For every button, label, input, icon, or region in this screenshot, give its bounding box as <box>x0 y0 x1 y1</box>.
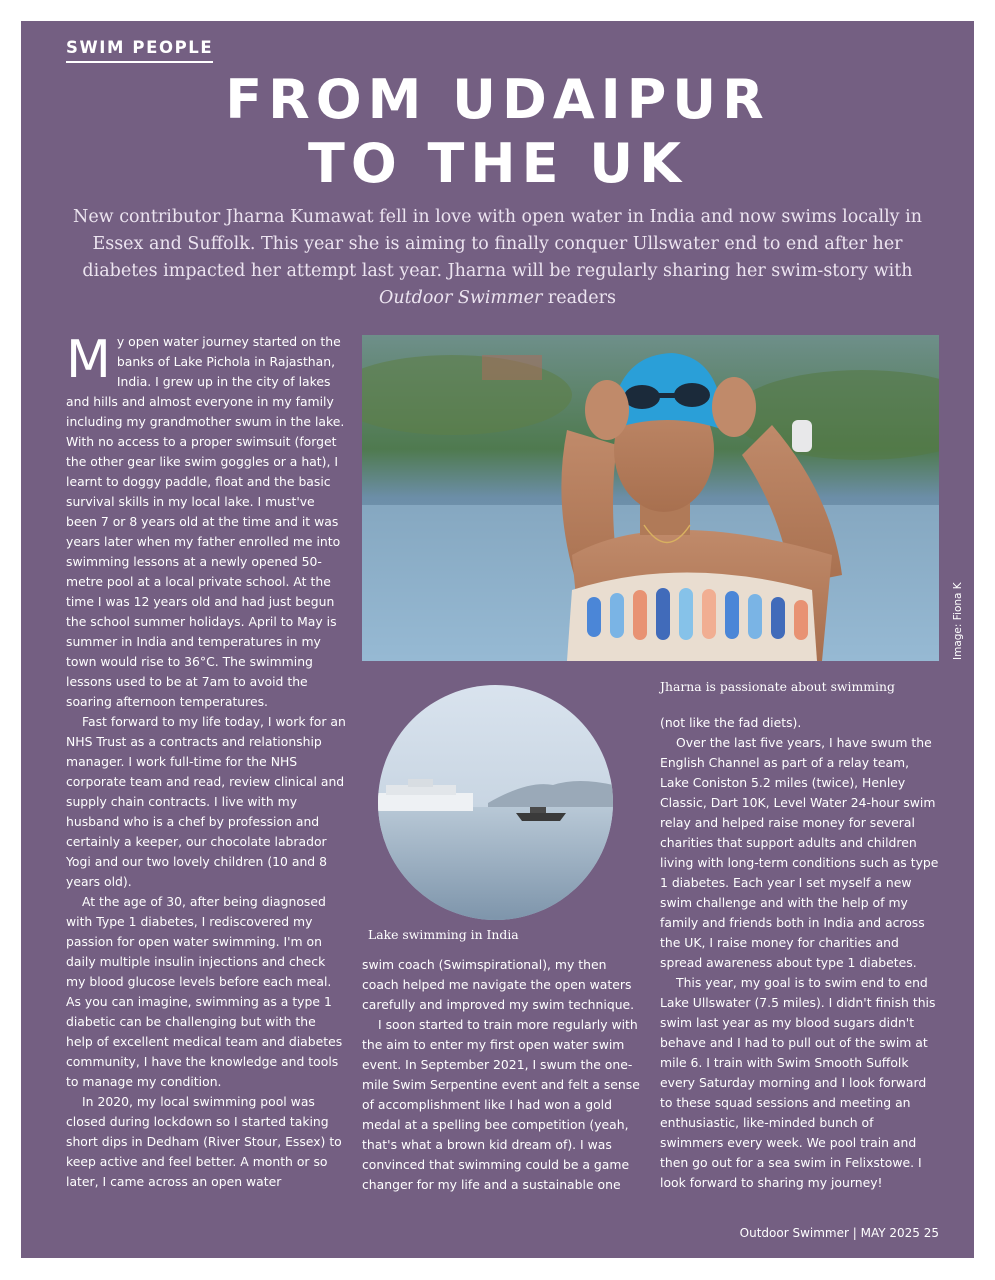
body-column-3 <box>660 713 940 1193</box>
photo-credit: Image: Fiona K <box>952 582 964 660</box>
paragraph: swim coach (Swimspirational), my then coach helped me navigate the open waters carefully and improved my swim technique. <box>362 957 635 1012</box>
lake-photo <box>378 685 613 920</box>
paragraph: In 2020, my local swimming pool was closed during lockdown so I started taking short dips in Dedham (River Stour, Essex) to keep active and feel better. A month or so later, I came across an open water <box>66 1094 342 1189</box>
title-line-1: FROM UDAIPUR <box>225 68 770 131</box>
circle-caption: Lake swimming in India <box>368 927 519 942</box>
photo-caption: Jharna is passionate about swimming <box>660 679 895 694</box>
standfirst-end: readers <box>542 288 616 308</box>
drop-cap: M <box>66 330 111 390</box>
article-title <box>0 68 995 196</box>
paragraph: Over the last five years, I have swum the English Channel as part of a relay team, Lake Coniston 5.2 miles (twice), Henley Classic, Dart 10K, Level Water 24-hour swim relay and helped raise money for several charities that support adults and children living with long-term conditions such as type 1 diabetes. Each year I set myself a new swim challenge and with the help of my family and friends both in India and across the UK, I raise money for charities and spread awareness about type 1 diabetes. <box>660 735 939 970</box>
paragraph: This year, my goal is to swim end to end Lake Ullswater (7.5 miles). I didn't finish this swim last year as my blood sugars didn't behave and I had to pull out of the swim at mile 6. I train with Swim Smooth Suffolk every Saturday morning and I look forward to these squad sessions and meeting an enthusiastic, like-minded bunch of swimmers every week. We pool train and then go out for a sea swim in Felixstowe. I look forward to sharing my journey! <box>660 975 936 1190</box>
page-footer: Outdoor Swimmer | MAY 2025 25 <box>739 1226 939 1240</box>
standfirst-publication: Outdoor Swimmer <box>379 288 543 308</box>
standfirst-text: New contributor Jharna Kumawat fell in love with open water in India and now swims locally in Essex and Suffolk. This year she is aiming to finally conquer Ullswater end to end after her diabetes impacted her attempt last year. Jharna will be regularly sharing her swim-story with <box>73 207 922 281</box>
swimmer-photo <box>362 335 939 661</box>
paragraph: I soon started to train more regularly with the aim to enter my first open water swim event. In September 2021, I swum the one-mile Swim Serpentine event and felt a sense of accomplishment like I had won a gold medal at a spelling bee competition (yeah, that's what a brown kid dream of). I was convinced that swimming could be a game changer for my life and a sustainable one <box>362 1017 640 1192</box>
section-tag: SWIM PEOPLE <box>66 38 213 63</box>
body-column-1 <box>66 332 346 1192</box>
paragraph: (not like the fad diets). <box>660 715 802 730</box>
title-line-2: TO THE UK <box>308 132 687 195</box>
body-column-2 <box>362 955 640 1195</box>
paragraph: Fast forward to my life today, I work for an NHS Trust as a contracts and relationship manager. I work full-time for the NHS corporate team and read, review clinical and supply chain contracts. I live with my husband who is a chef by profession and certainly a keeper, our chocolate labrador Yogi and our two lovely children (10 and 8 years old). <box>66 714 346 889</box>
paragraph: At the age of 30, after being diagnosed with Type 1 diabetes, I rediscovered my passion for open water swimming. I'm on daily multiple insulin injections and check my blood glucose levels before each meal. As you can imagine, swimming as a type 1 diabetic can be challenging but with the help of excellent medical team and diabetes community, I have the knowledge and tools to manage my condition. <box>66 894 343 1089</box>
paragraph: y open water journey started on the banks of Lake Pichola in Rajasthan, India. I grew up in the city of lakes and hills and almost everyone in my family including my grandmother swum in the lake. With no access to a proper swimsuit (forget the other gear like swim goggles or a hat), I learnt to doggy paddle, float and the basic survival skills in my local lake. I must've been 7 or 8 years old at the time and it was years later when my father enrolled me into swimming lessons at a newly opened 50-metre pool at a local private school. At the time I was 12 years old and had just begun the school summer holidays. April to May is summer in India and temperatures in my town would rise to 36°C. The swimming lessons used to be at 7am to avoid the soaring afternoon temperatures. <box>66 334 345 709</box>
standfirst <box>60 204 935 312</box>
